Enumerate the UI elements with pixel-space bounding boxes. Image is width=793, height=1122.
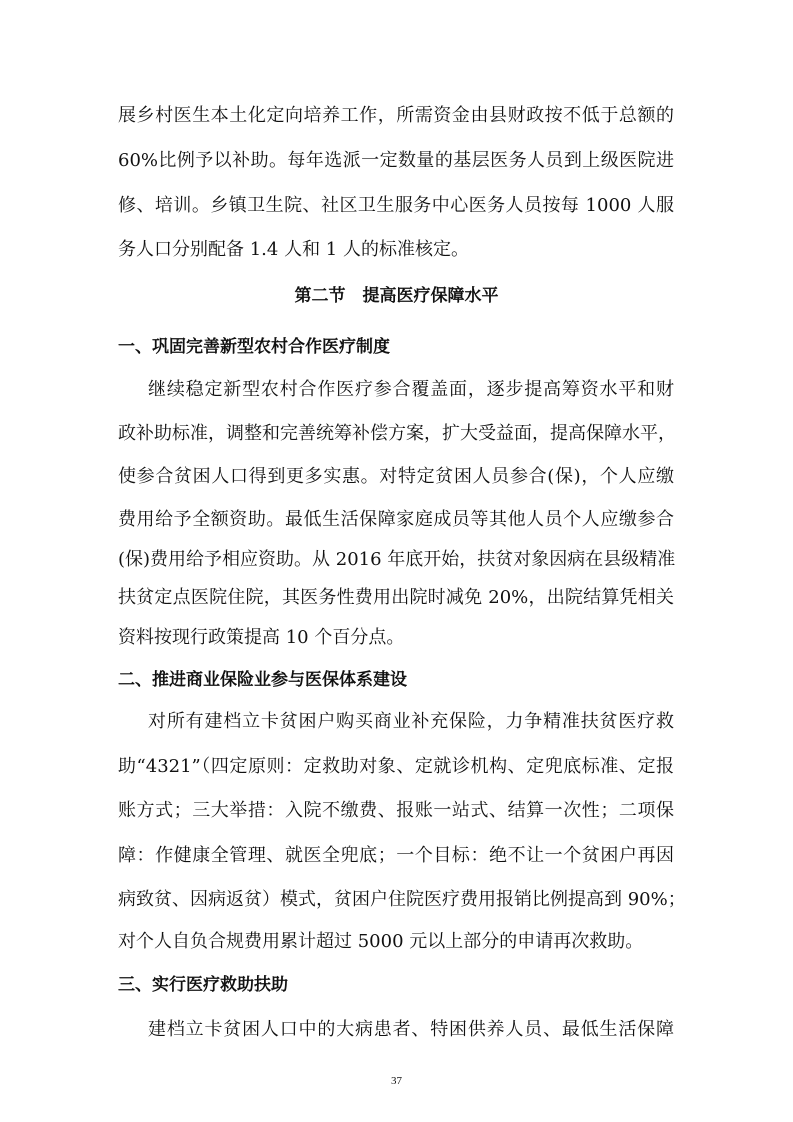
text-line: (保)费用给予相应资助。从 2016 年底开始，扶贫对象因病在县级精准 [118,549,676,570]
text-line: 展乡村医生本土化定向培养工作，所需资金由县财政按不低于总额的 [118,105,674,126]
text-line: 账方式；三大举措：入院不缴费、报账一站式、结算一次性；二项保 [118,800,674,821]
text-line: 障：作健康全管理、就医全兜底；一个目标：绝不让一个贫困户再因 [118,845,674,866]
text-line: 建档立卡贫困人口中的大病患者、特困供养人员、最低生活保障 [148,1019,674,1040]
section-title: 第二节 提高医疗保障水平 [294,286,499,306]
text-line: 继续稳定新型农村合作医疗参合覆盖面，逐步提高筹资水平和财 [148,379,674,400]
heading-2: 二、推进商业保险业参与医保体系建设 [118,670,407,690]
text-line: 对个人自负合规费用累计超过 5000 元以上部分的申请再次救助。 [118,931,644,952]
text-line: 助“4321”（四定原则：定救助对象、定就诊机构、定兜底标准、定报 [118,756,674,777]
text-line: 务人口分别配备 1.4 人和 1 人的标准核定。 [118,239,469,260]
heading-1: 一、巩固完善新型农村合作医疗制度 [118,337,390,357]
page-number: 37 [391,1075,402,1087]
text-line: 资料按现行政策提高 10 个百分点。 [118,627,405,648]
text-line: 政补助标准，调整和完善统筹补偿方案，扩大受益面，提高保障水平， [118,423,676,444]
text-line: 扶贫定点医院住院，其医务性费用出院时减免 20%，出院结算凭相关 [118,587,674,608]
text-line: 60%比例予以补助。每年选派一定数量的基层医务人员到上级医院进 [118,150,674,171]
text-line: 费用给予全额资助。最低生活保障家庭成员等其他人员个人应缴参合 [118,509,674,530]
text-line: 使参合贫困人口得到更多实惠。对特定贫困人员参合(保)，个人应缴 [118,466,674,487]
text-line: 修、培训。乡镇卫生院、社区卫生服务中心医务人员按每 1000 人服 [118,195,674,216]
text-line: 病致贫、因病返贫）模式，贫困户住院医疗费用报销比例提高到 90%； [118,889,686,910]
text-line: 对所有建档立卡贫困户购买商业补充保险，力争精准扶贫医疗救 [148,711,674,732]
heading-3: 三、实行医疗救助扶助 [118,975,288,995]
